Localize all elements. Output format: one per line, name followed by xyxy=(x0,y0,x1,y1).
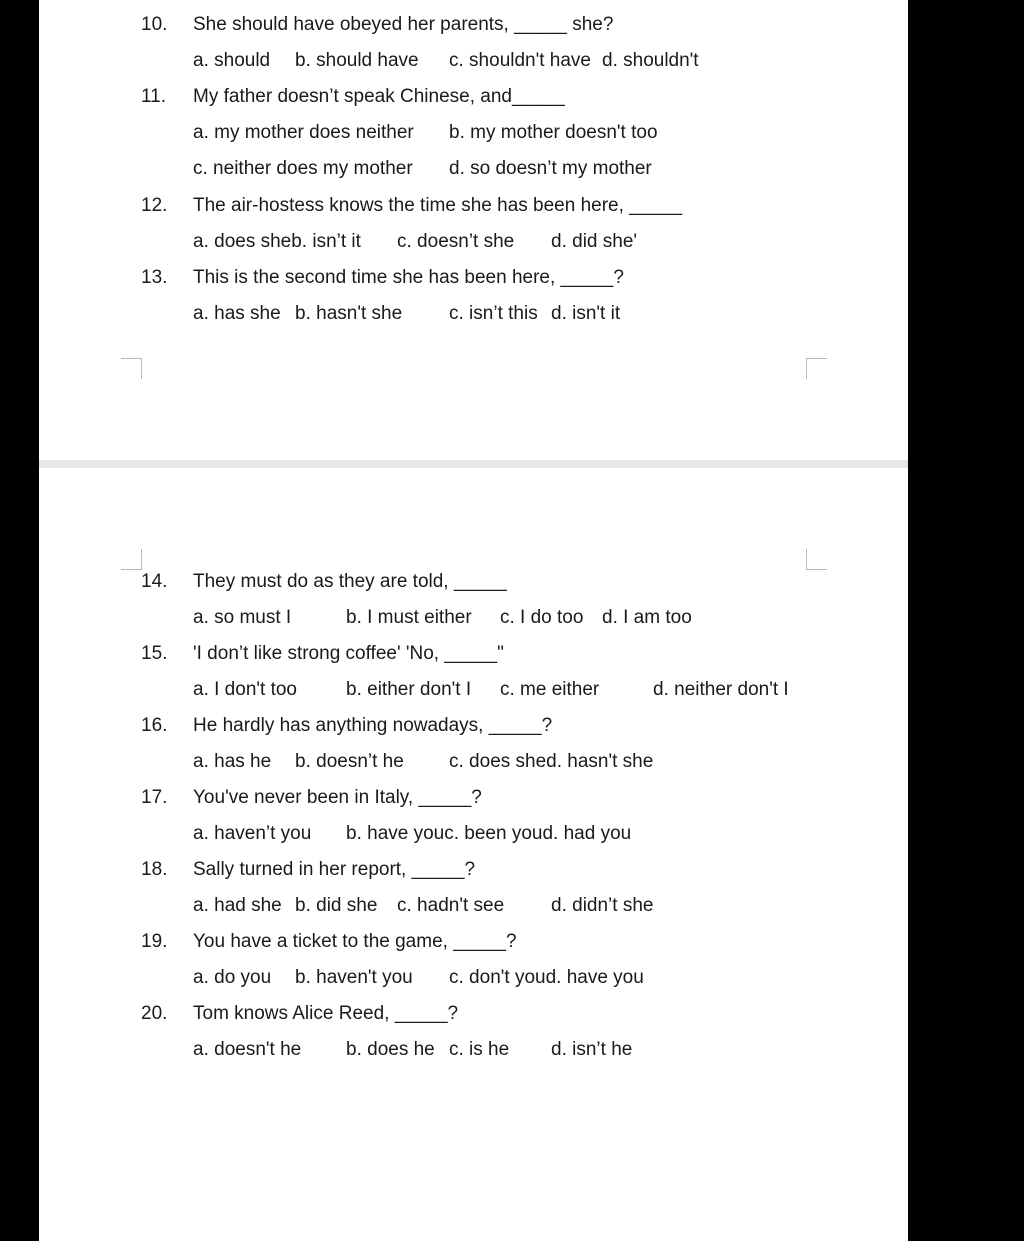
option-b-c-d[interactable]: b. have youc. been youd. had you xyxy=(346,823,632,844)
question-number: 18. xyxy=(141,859,168,880)
option-a[interactable]: a. has he xyxy=(193,751,272,772)
option-c[interactable]: c. hadn't see xyxy=(397,895,505,916)
question-number: 12. xyxy=(141,195,168,216)
question-number: 15. xyxy=(141,643,168,664)
option-b[interactable]: b. did she xyxy=(295,895,378,916)
option-d[interactable]: d. isn’t he xyxy=(551,1039,633,1060)
option-a-b[interactable]: a. does sheb. isn’t it xyxy=(193,231,361,252)
option-a[interactable]: a. doesn't he xyxy=(193,1039,302,1060)
option-c[interactable]: c. doesn’t she xyxy=(397,231,515,252)
question-stem: He hardly has anything nowadays, _____? xyxy=(193,715,553,736)
question-stem: They must do as they are told, _____ xyxy=(193,571,507,592)
option-d[interactable]: d. didn’t she xyxy=(551,895,654,916)
option-a[interactable]: a. my mother does neither xyxy=(193,122,414,143)
page-corner-mark xyxy=(121,549,142,570)
question-number: 11. xyxy=(141,86,167,107)
option-a[interactable]: a. so must I xyxy=(193,607,292,628)
question-number: 13. xyxy=(141,267,168,288)
question-stem: Tom knows Alice Reed, _____? xyxy=(193,1003,459,1024)
option-a[interactable]: a. do you xyxy=(193,967,272,988)
option-c[interactable]: c. I do too xyxy=(500,607,584,628)
option-b[interactable]: b. either don't I xyxy=(346,679,472,700)
option-c-d[interactable]: c. don't youd. have you xyxy=(449,967,644,988)
option-a[interactable]: a. haven’t you xyxy=(193,823,312,844)
question-number: 16. xyxy=(141,715,168,736)
option-c[interactable]: c. me either xyxy=(500,679,600,700)
option-d[interactable]: d. shouldn't xyxy=(602,50,699,71)
page-corner-mark xyxy=(806,549,827,570)
option-b[interactable]: b. does he xyxy=(346,1039,435,1060)
question-stem: You have a ticket to the game, _____? xyxy=(193,931,517,952)
option-d[interactable]: d. did she' xyxy=(551,231,638,252)
document-viewer[interactable] xyxy=(39,0,908,1241)
option-b[interactable]: b. I must either xyxy=(346,607,472,628)
question-stem: This is the second time she has been here, _____? xyxy=(193,267,624,288)
question-stem: 'I don’t like strong coffee' 'No, _____" xyxy=(193,643,504,664)
option-d[interactable]: d. so doesn’t my mother xyxy=(449,158,652,179)
question-stem: My father doesn’t speak Chinese, and_____ xyxy=(193,86,565,107)
option-c[interactable]: c. neither does my mother xyxy=(193,158,413,179)
question-number: 10. xyxy=(141,14,168,35)
question-number: 20. xyxy=(141,1003,168,1024)
option-a[interactable]: a. I don't too xyxy=(193,679,297,700)
question-number: 17. xyxy=(141,787,168,808)
option-c[interactable]: c. is he xyxy=(449,1039,510,1060)
option-b[interactable]: b. my mother doesn't too xyxy=(449,122,658,143)
option-b[interactable]: b. haven't you xyxy=(295,967,413,988)
question-number: 14. xyxy=(141,571,168,592)
option-b[interactable]: b. should have xyxy=(295,50,419,71)
option-c[interactable]: c. shouldn't have xyxy=(449,50,591,71)
option-a[interactable]: a. should xyxy=(193,50,271,71)
question-number: 19. xyxy=(141,931,168,952)
option-a[interactable]: a. had she xyxy=(193,895,282,916)
option-b[interactable]: b. doesn’t he xyxy=(295,751,404,772)
question-stem: You've never been in Italy, _____? xyxy=(193,787,482,808)
option-d[interactable]: d. I am too xyxy=(602,607,692,628)
page-break xyxy=(39,460,908,468)
question-stem: Sally turned in her report, _____? xyxy=(193,859,476,880)
page-corner-mark xyxy=(806,358,827,379)
option-c[interactable]: c. isn’t this xyxy=(449,303,538,324)
option-d[interactable]: d. isn't it xyxy=(551,303,621,324)
option-d[interactable]: d. neither don't I xyxy=(653,679,789,700)
option-b[interactable]: b. hasn't she xyxy=(295,303,403,324)
page-corner-mark xyxy=(121,358,142,379)
question-stem: The air-hostess knows the time she has been here, _____ xyxy=(193,195,683,216)
question-stem: She should have obeyed her parents, _____ she? xyxy=(193,14,614,35)
option-c-d[interactable]: c. does shed. hasn't she xyxy=(449,751,654,772)
option-a[interactable]: a. has she xyxy=(193,303,281,324)
